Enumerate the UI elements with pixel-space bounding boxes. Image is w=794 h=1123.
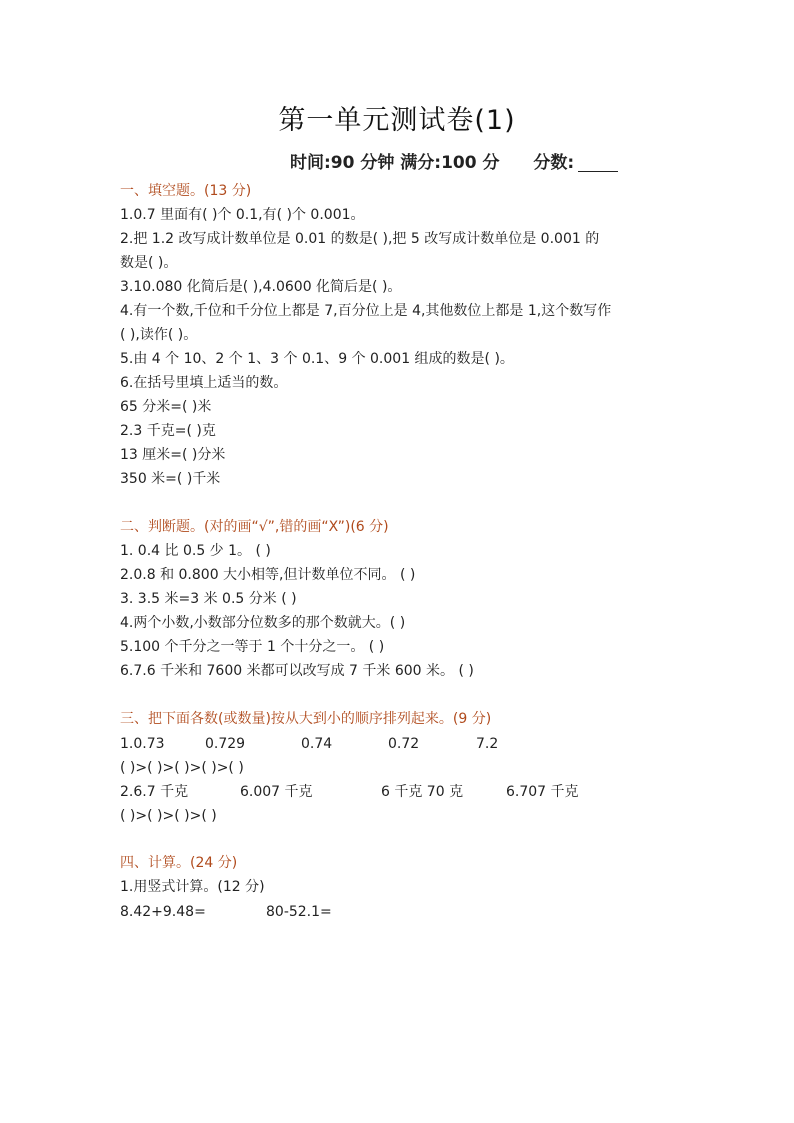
s3-r1-item: 7.2 (476, 736, 499, 752)
s1-q4: 4.有一个数,千位和千分位上都是 7,百分位上是 4,其他数位上都是 1,这个数写作 (120, 303, 612, 319)
s1-q2-cont: 数是( )。 (120, 255, 178, 271)
s1-q2: 2.把 1.2 改写成计数单位是 0.01 的数是( ),把 5 改写成计数单位是 0.001 的 (120, 231, 600, 247)
s3-r1-item: 1.0.73 (120, 736, 165, 752)
s2-q3: 3. 3.5 米=3 米 0.5 分米 ( ) (120, 591, 297, 607)
s2-q6: 6.7.6 千米和 7600 米都可以改写成 7 千米 600 米。 ( ) (120, 663, 474, 679)
s2-q1: 1. 0.4 比 0.5 少 1。 ( ) (120, 543, 271, 559)
s3-r1-item: 0.74 (301, 736, 333, 752)
exam-meta (290, 148, 618, 173)
s2-q5: 5.100 个千分之一等于 1 个十分之一。 ( ) (120, 639, 385, 655)
full-score-info: 满分:100 分 (400, 153, 500, 173)
s1-q5: 5.由 4 个 10、2 个 1、3 个 0.1、9 个 0.001 组成的数是( )。 (120, 351, 514, 367)
s3-answer2: ( )>( )>( )>( ) (120, 808, 217, 824)
section3-heading: 三、把下面各数(或数量)按从大到小的顺序排列起来。(9 分) (120, 711, 492, 727)
s3-r2-item: 6 千克 70 克 (381, 784, 464, 800)
s1-q3: 3.10.080 化简后是( ),4.0600 化简后是( )。 (120, 279, 402, 295)
time-info: 时间:90 分钟 (290, 153, 395, 173)
s3-r2-item: 2.6.7 千克 (120, 784, 189, 800)
s1-q6-b: 2.3 千克=( )克 (120, 423, 216, 439)
s4-sub: 1.用竖式计算。(12 分) (120, 879, 265, 895)
s3-r1-item: 0.72 (388, 736, 420, 752)
s1-q6: 6.在括号里填上适当的数。 (120, 375, 288, 391)
s4-problem: 80-52.1= (266, 904, 332, 920)
s3-answer1: ( )>( )>( )>( )>( ) (120, 760, 244, 776)
section4-heading: 四、计算。(24 分) (120, 855, 238, 871)
score-blank[interactable] (578, 155, 618, 172)
page-title: 第一单元测试卷(1) (278, 105, 516, 136)
s1-q6-c: 13 厘米=( )分米 (120, 447, 226, 463)
s4-problem: 8.42+9.48= (120, 904, 206, 920)
s3-r2-item: 6.007 千克 (240, 784, 313, 800)
score-label: 分数: (533, 153, 575, 173)
s3-r1-item: 0.729 (205, 736, 246, 752)
s1-q6-d: 350 米=( )千米 (120, 471, 221, 487)
section2-heading: 二、判断题。(对的画“√”,错的画“X”)(6 分) (120, 519, 389, 535)
s1-q1: 1.0.7 里面有( )个 0.1,有( )个 0.001。 (120, 207, 365, 223)
s3-r2-item: 6.707 千克 (506, 784, 579, 800)
s2-q4: 4.两个小数,小数部分位数多的那个数就大。( ) (120, 615, 406, 631)
s1-q4-cont: ( ),读作( )。 (120, 327, 198, 343)
s2-q2: 2.0.8 和 0.800 大小相等,但计数单位不同。 ( ) (120, 567, 416, 583)
s1-q6-a: 65 分米=( )米 (120, 399, 212, 415)
section1-heading: 一、填空题。(13 分) (120, 183, 252, 199)
